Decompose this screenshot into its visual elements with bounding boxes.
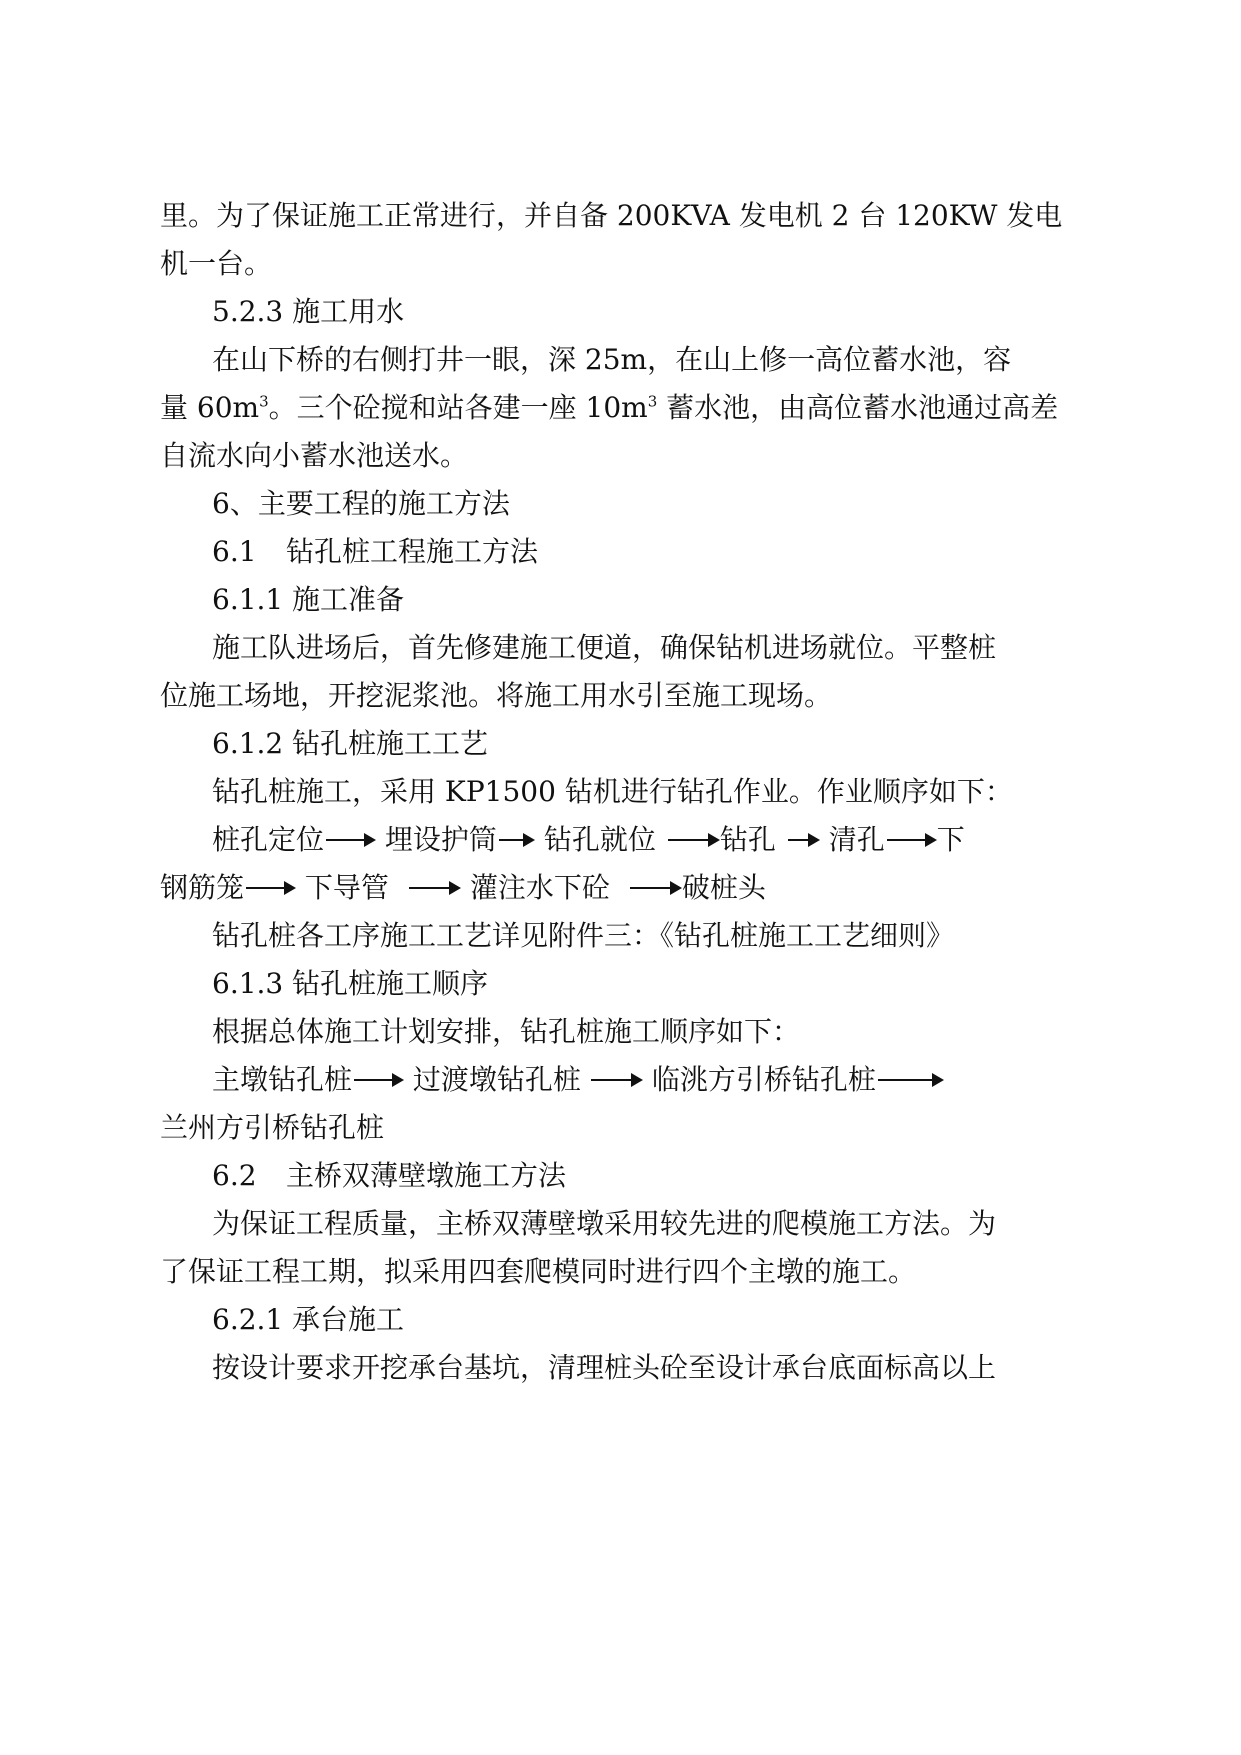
section-heading-6-2 bbox=[212, 1158, 566, 1194]
heading-number: 6.2 bbox=[212, 1159, 257, 1192]
paragraph-line: 按设计要求开挖承台基坑，清理桩头砼至设计承台底面标高以上 bbox=[212, 1351, 997, 1384]
paragraph-line: 在山下桥的右侧打井一眼，深 25m，在山上修一高位蓄水池，容 bbox=[212, 343, 1012, 376]
flow-step: 主墩钻孔桩 bbox=[212, 1063, 353, 1096]
section-heading-6-1 bbox=[212, 534, 538, 570]
text-segment: 量 60m bbox=[160, 391, 260, 424]
text-segment: 。三个砼搅和站各建一座 10m bbox=[268, 391, 648, 424]
paragraph-line: 钻孔桩施工，采用 KP1500 钻机进行钻孔作业。作业顺序如下： bbox=[212, 775, 1013, 808]
flow-step: 下 bbox=[936, 823, 965, 856]
paragraph-line: 位施工场地，开挖泥浆池。将施工用水引至施工现场。 bbox=[160, 679, 833, 712]
superscript: 3 bbox=[259, 392, 269, 411]
process-flow-row bbox=[160, 870, 766, 906]
process-flow-row bbox=[212, 822, 965, 858]
heading-number: 6.1.3 bbox=[212, 967, 284, 1000]
arrow-icon bbox=[630, 887, 680, 889]
section-heading-5-2-3: 5.2.3 施工用水 bbox=[212, 295, 405, 328]
arrow-icon bbox=[499, 839, 533, 841]
paragraph-line: 为保证工程质量，主桥双薄壁墩采用较先进的爬模施工方法。为 bbox=[212, 1207, 997, 1240]
heading-text: 钻孔桩施工工艺 bbox=[292, 727, 489, 760]
flow-step: 钢筋笼 bbox=[160, 871, 245, 904]
arrow-icon bbox=[591, 1079, 641, 1081]
text-segment: 蓄水池，由高位蓄水池通过高差 bbox=[657, 391, 1059, 424]
flow-step: 钻孔 bbox=[719, 823, 776, 856]
arrow-icon bbox=[788, 839, 818, 841]
flow-step: 灌注水下砼 bbox=[469, 871, 610, 904]
arrow-icon bbox=[246, 887, 294, 889]
section-heading-6: 6、主要工程的施工方法 bbox=[212, 487, 510, 520]
paragraph-line: 自流水向小蓄水池送水。 bbox=[160, 439, 469, 472]
heading-text: 钻孔桩工程施工方法 bbox=[286, 535, 539, 568]
paragraph-line bbox=[160, 390, 1058, 426]
arrow-icon bbox=[409, 887, 459, 889]
paragraph-line: 里。为了保证施工正常进行，并自备 200KVA 发电机 2 台 120KW 发电 bbox=[160, 199, 1063, 232]
flow-step: 桩孔定位 bbox=[212, 823, 325, 856]
process-flow-row bbox=[212, 1062, 944, 1098]
heading-text: 施工准备 bbox=[292, 583, 405, 616]
paragraph-line: 了保证工程工期，拟采用四套爬模同时进行四个主墩的施工。 bbox=[160, 1255, 917, 1288]
paragraph-line: 机一台。 bbox=[160, 247, 273, 280]
heading-text: 钻孔桩施工顺序 bbox=[292, 967, 489, 1000]
section-heading-6-1-1 bbox=[212, 582, 404, 618]
section-heading-6-1-2 bbox=[212, 726, 488, 762]
paragraph-line: 施工队进场后，首先修建施工便道，确保钻机进场就位。平整桩 bbox=[212, 631, 997, 664]
section-heading-6-1-3 bbox=[212, 966, 488, 1002]
heading-number: 6.1.1 bbox=[212, 583, 284, 616]
flow-step: 下导管 bbox=[304, 871, 389, 904]
flow-step: 埋设护筒 bbox=[384, 823, 497, 856]
flow-step: 清孔 bbox=[828, 823, 885, 856]
heading-number: 6.1 bbox=[212, 535, 257, 568]
flow-step: 过渡墩钻孔桩 bbox=[412, 1063, 581, 1096]
heading-number: 6.2.1 bbox=[212, 1303, 284, 1336]
flow-step: 破桩头 bbox=[681, 871, 766, 904]
flow-step: 临洮方引桥钻孔桩 bbox=[651, 1063, 876, 1096]
arrow-icon bbox=[668, 839, 718, 841]
heading-text: 承台施工 bbox=[292, 1303, 405, 1336]
arrow-icon bbox=[887, 839, 935, 841]
arrow-icon bbox=[354, 1079, 402, 1081]
paragraph-line: 兰州方引桥钻孔桩 bbox=[160, 1111, 385, 1144]
superscript: 3 bbox=[647, 392, 658, 411]
heading-text: 主桥双薄壁墩施工方法 bbox=[286, 1159, 567, 1192]
section-heading-6-2-1 bbox=[212, 1302, 404, 1338]
paragraph-line: 钻孔桩各工序施工工艺详见附件三：《钻孔桩施工工艺细则》 bbox=[212, 919, 955, 952]
arrow-icon bbox=[878, 1079, 942, 1081]
paragraph-line: 根据总体施工计划安排，钻孔桩施工顺序如下： bbox=[212, 1015, 801, 1048]
flow-step: 钻孔就位 bbox=[543, 823, 656, 856]
heading-number: 6.1.2 bbox=[212, 727, 284, 760]
arrow-icon bbox=[326, 839, 374, 841]
